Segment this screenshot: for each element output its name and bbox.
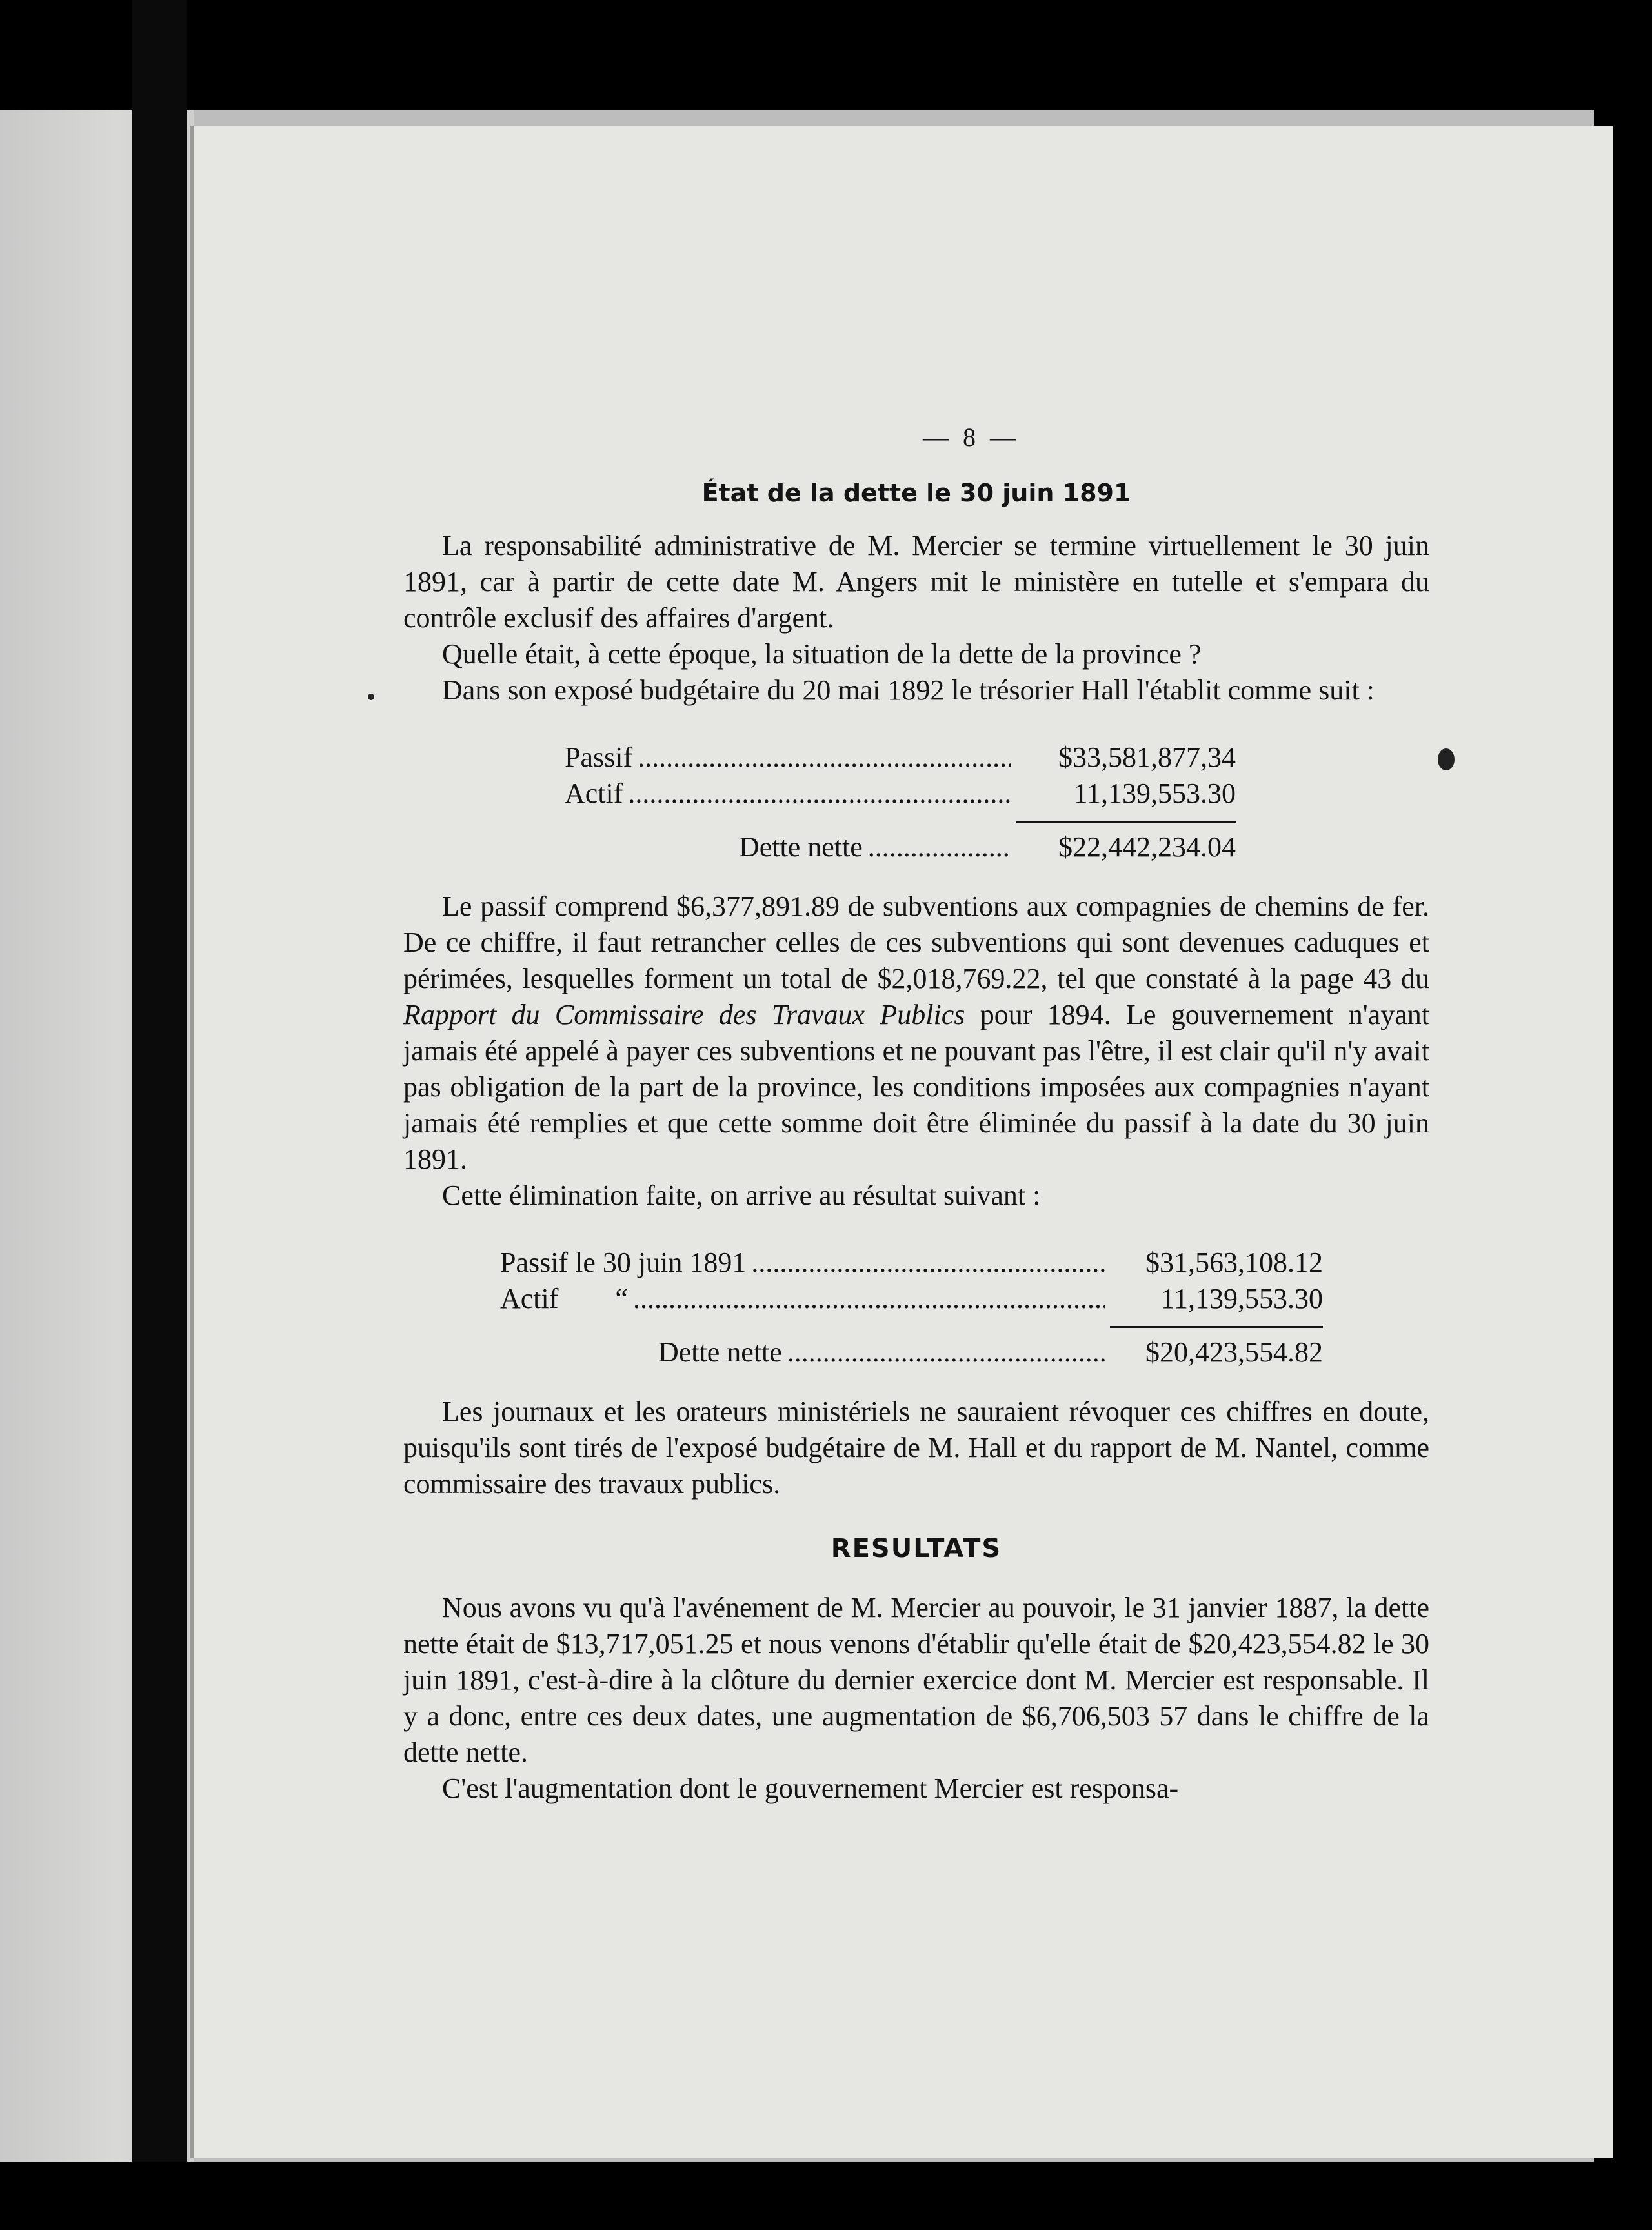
paragraph: Nous avons vu qu'à l'avénement de M. Mercier au pouvoir, le 31 janvier 1887, la dette nette était de $13,717,051.25 et nous venons d'établir qu'elle était de $20,423,554.82 le 30 juin 1891, c'est-à-dire à la clôture du dernier exercice dont M. Mercier est responsable. Il y a donc, entre ces deux dates, une augmentation de $6,706,503 57 dans le chiffre de la dette nette. bbox=[403, 1592, 1429, 1768]
total-rule bbox=[1016, 821, 1236, 829]
ledger-value: 11,139,553.30 bbox=[1073, 778, 1236, 809]
paragraph: Dans son exposé budgétaire du 20 mai 1892 le trésorier Hall l'établit comme suit : bbox=[442, 674, 1375, 706]
dot-leader bbox=[787, 1334, 1105, 1371]
ledger-value: $33,581,877,34 bbox=[1058, 741, 1236, 773]
dot-leader bbox=[868, 829, 1011, 865]
dot-leader bbox=[751, 1245, 1105, 1281]
ink-speck bbox=[368, 694, 374, 700]
binding-shadow bbox=[132, 0, 187, 2230]
ledger-value: $31,563,108.12 bbox=[1145, 1247, 1323, 1278]
ledger-label: Passif bbox=[565, 741, 633, 773]
paragraph-text: pour 1894. Le gouvernement n'ayant jamais été appelé à payer ces subventions et ne pouvant pas l'être, il est clair qu'il n'y avait pas obligation de la part de la province, les conditions imposées aux compagnies n'ayant jamais été remplies et que cette somme doit être éliminée du passif à la date du 30 juin 1891. bbox=[403, 999, 1429, 1175]
ledger-row bbox=[565, 739, 1236, 776]
ledger-row bbox=[565, 776, 1236, 812]
paragraph: La responsabilité administrative de M. Mercier se termine virtuellement le 30 juin 1891, car à partir de cette date M. Angers mit le ministère en tutelle et s'empara du contrôle exclusif des affaires d'argent. bbox=[403, 530, 1429, 634]
paragraph: Les journaux et les orateurs ministériels ne sauraient révoquer ces chiffres en doute, puisqu'ils sont tirés de l'exposé budgétaire de M. Hall et du rapport de M. Nantel, comme commissaire des travaux publics. bbox=[403, 1396, 1429, 1500]
ledger-row bbox=[500, 1245, 1323, 1281]
ledger-label: Actif bbox=[565, 778, 623, 809]
page-number: — 8 — bbox=[923, 423, 1020, 452]
paragraph: Quelle était, à cette époque, la situation de la dette de la province ? bbox=[442, 638, 1202, 670]
dot-leader bbox=[638, 739, 1011, 776]
document-text bbox=[403, 419, 1429, 1807]
debt-ledger-1891-adjusted bbox=[500, 1245, 1323, 1371]
paragraph: Cette élimination faite, on arrive au résultat suivant : bbox=[442, 1180, 1041, 1211]
ink-speck bbox=[1438, 748, 1455, 770]
total-rule bbox=[1110, 1326, 1323, 1334]
ledger-total-value: $20,423,554.82 bbox=[1145, 1336, 1323, 1368]
ledger-label: Passif le 30 juin 1891 bbox=[500, 1247, 747, 1278]
dot-leader bbox=[628, 776, 1011, 812]
ledger-total-row bbox=[658, 1334, 1323, 1371]
results-heading: RESULTATS bbox=[831, 1534, 1002, 1563]
scan-bottom-edge bbox=[0, 2162, 1652, 2230]
ledger-label: Actif “ bbox=[500, 1283, 628, 1314]
paragraph bbox=[403, 889, 1429, 1178]
ledger-total-label: Dette nette bbox=[658, 1336, 782, 1368]
dot-leader bbox=[633, 1281, 1105, 1317]
ledger-row bbox=[500, 1281, 1323, 1317]
paragraph-text: Le passif comprend $6,377,891.89 de subventions aux compagnies de chemins de fer. De ce chiffre, il faut retrancher celles de ces subventions qui sont devenues caduques et périmées, lesquelles forment un total de $2,018,769.22, tel que constaté à la page 43 du bbox=[403, 890, 1429, 994]
report-title-italic: Rapport du Commissaire des Travaux Publics bbox=[403, 999, 965, 1030]
section-title: État de la dette le 30 juin 1891 bbox=[701, 479, 1131, 507]
debt-ledger-1891-hall bbox=[565, 739, 1236, 865]
ledger-total-label: Dette nette bbox=[739, 831, 863, 863]
ledger-value: 11,139,553.30 bbox=[1160, 1283, 1323, 1314]
ledger-total-row bbox=[739, 829, 1236, 865]
ledger-total-value: $22,442,234.04 bbox=[1058, 831, 1236, 863]
paragraph: C'est l'augmentation dont le gouvernement Mercier est responsa- bbox=[442, 1773, 1179, 1804]
